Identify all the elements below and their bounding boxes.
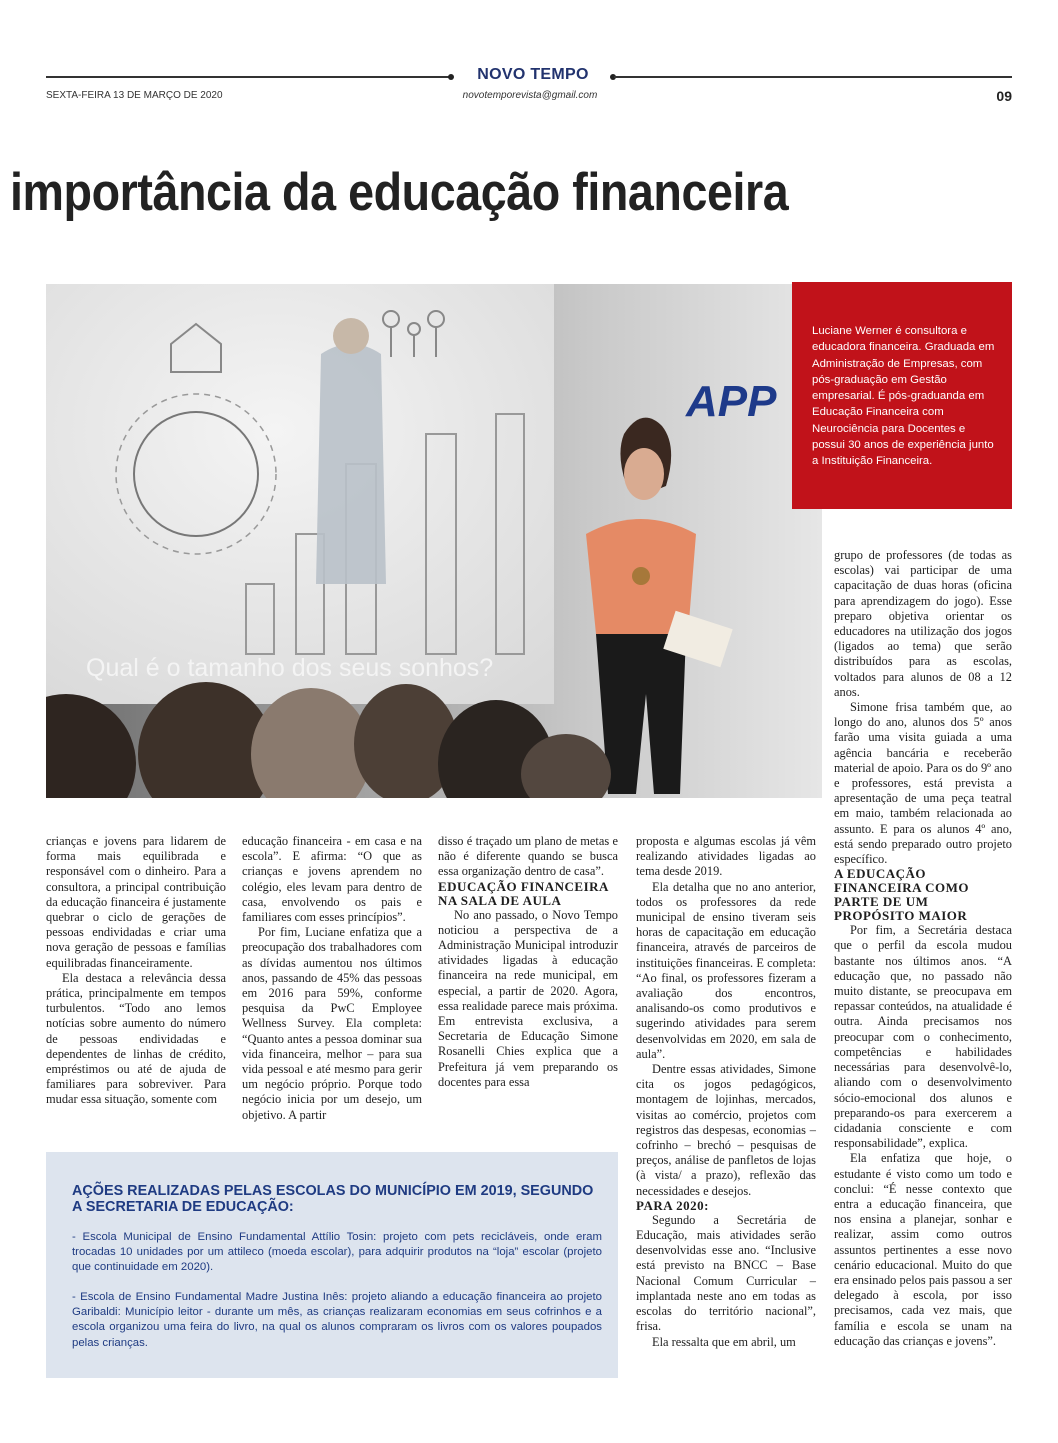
paragraph: Ela enfatiza que hoje, o estudante é visto como um todo e conclui: “É nesse contexto que entra a educação financeira, que nos ensina a planejar, sonhar e realizar, assim como outros assuntos pertinentes a esse novo cenário educacional. Muito do que era ensinado pelos pais passou a ser delegado à escola, por isso precisamos, cada vez mais, que família e escola se unam na educação das crianças e jovens”. <box>834 1151 1012 1348</box>
action-item: - Escola de Ensino Fundamental Madre Justina Inês: projeto aliando a educação financeira ao projeto Garibaldi: Município leitor - durante um mês, as crianças realizaram economias em seus cofrinhos e a escola organizou uma feira do livro, na qual os alunos compraram os livros com os valores poupados pelas crianças. <box>72 1291 602 1349</box>
column-2 <box>242 834 422 1123</box>
subhead-sala-de-aula: EDUCAÇÃO FINANCEIRA NA SALA DE AULA <box>438 878 609 908</box>
paragraph: No ano passado, o Novo Tempo noticiou a perspectiva de a Administração Municipal introduzir atividades ligadas à educação financeira na rede municipal, em especial, a partir de 2020. Agora, essa realidade parece mais próxima. Em entrevista exclusiva, a Secretaria de Educação Simone Rosanelli Chies explica que a Prefeitura já vem preparando os docentes para essa <box>438 907 618 1089</box>
column-5 <box>834 548 1012 1349</box>
paragraph: Simone frisa também que, ao longo do ano, alunos dos 5º anos farão uma visita guiada a uma agência bancária e receberão material de apoio. Para os do 9º ano e professores, está prevista a apresentação de uma peça teatral em maio, também relacionada ao assunto. E para os alunos 4º ano, está sendo preparado outro projeto específico. <box>834 700 1012 867</box>
bio-text: Luciane Werner é consultora e educadora financeira. Graduada em Administração de Empresas, com pós-graduação em Gestão empresarial. É pós-graduanda em Educação Financeira com Neurociência para Docentes e possui 30 anos de experiência junto a Instituição Financeira. <box>812 325 995 468</box>
subhead-para-2020: PARA 2020: <box>636 1197 710 1213</box>
contact-email: novotemporevista@gmail.com <box>462 90 598 101</box>
paragraph: grupo de professores (de todas as escolas) vai participar de uma capacitação de duas horas (oficina para aprendizagem do jogo). Esse preparo objetiva orientar os educadores na utilização dos jogos (ligados ao tema) que serão distribuídos para as escolas, voltados para alunos de 08 a 12 anos. <box>834 548 1012 699</box>
header-rule-right <box>614 76 1012 78</box>
actions-box-title: AÇÕES REALIZADAS PELAS ESCOLAS DO MUNICÍPIO EM 2019, SEGUNDO A SECRETARIA DE EDUCAÇÃO: <box>72 1183 594 1215</box>
man-on-screen <box>316 344 386 584</box>
article-photo <box>46 284 822 798</box>
header-dot-left <box>448 74 454 80</box>
issue-date: SEXTA-FEIRA 13 DE MARÇO DE 2020 <box>46 90 223 101</box>
paragraph: Ela ressalta que em abril, um <box>652 1334 796 1349</box>
paragraph: Ela destaca a relevância dessa prática, principalmente em tempos turbulentos. “Todo ano lemos notícias sobre aumento do número de pessoas endividadas e dependentes de linhas de crédito, empréstimos ou até de ajuda de familiares para sobreviver. Para mudar essa situação, somente com <box>46 970 226 1107</box>
paragraph: Segundo a Secretária de Educação, mais atividades serão desenvolvidas esse ano. “Inclusive está previsto na BNCC – Base Nacional Comum Curricular – implantada neste ano em todas as escolas do território nacional”, frisa. <box>636 1212 816 1334</box>
screen-caption: Qual é o tamanho dos seus sonhos? <box>86 654 494 682</box>
paragraph: Por fim, Luciane enfatiza que a preocupação dos trabalhadores com as dívidas aumentou nos últimos anos, passando de 45% das pessoas em 2016 para 59%, conforme pesquisa da PwC Employee Wellness Survey. Ela completa: “Quanto antes a pessoa dominar sua vida financeira, melhor – para sua vida pessoal e até mesmo para gerir um negócio próprio. Porque todo negócio inicia por um desejo, um objetivo. A partir <box>242 925 422 1122</box>
paragraph: crianças e jovens para lidarem de forma mais equilibrada e responsável com o dinheiro. Para a consultora, a principal contribuição da educação financeira é justamente quebrar o ciclo de gerações de pessoas endividadas e criar uma nova geração de pessoas e famílias equilibradas financeiramente. <box>46 834 226 970</box>
projection-screen <box>46 284 554 704</box>
paragraph: Ela detalha que no ano anterior, todos os professores da rede municipal de ensino tiveram seis horas de capacitação em educação financeira, através de parceiros de instituições financeiras. E completa: “Ao final, os professores fizeram a avaliação dos encontros, analisando-os como produtivos e sugerindo atividades para serem desenvolvidas em 2020, em sala de aula”. <box>636 879 816 1061</box>
paragraph: Por fim, a Secretária destaca que o perfil da escola mudou bastante nos últimos anos. “A educação que, no passado não muito distante, se preocupava em repassar conteúdos, na atualidade é outra. Ainda precisamos nos preocupar com o conhecimento, competências e habilidades necessárias para desenvolvê-lo, aliando com o desenvolvimento sócio-emocional dos alunos e preparando-os para exercerem a cidadania consciente e com responsabilidade”, explica. <box>834 923 1012 1151</box>
paragraph: proposta e algumas escolas já vêm realizando atividades ligadas ao tema desde 2019. <box>636 834 816 879</box>
masthead: NOVO TEMPO <box>477 66 589 83</box>
photo-illustration <box>46 284 822 798</box>
column-4 <box>636 834 816 1350</box>
paragraph: Dentre essas atividades, Simone cita os jogos pedagógicos, montagem de lojinhas, mercados, visitas ao comércio, projetos com registros das despesas, economias – cofrinho – brechó – pesquisas de preços, análise de panfletos de lojas (à vista/ a prazo), reflexão das necessidades e desejos. <box>636 1062 816 1198</box>
paragraph: disso é traçado um plano de metas e não é diferente quando se busca essa organização dentro de casa”. <box>438 834 618 879</box>
column-1 <box>46 834 226 1108</box>
column-3 <box>438 834 618 1090</box>
header-rule-left <box>46 76 452 78</box>
headline: importância da educação financeira <box>10 163 789 222</box>
action-item: - Escola Municipal de Ensino Fundamental Attílio Tosin: projeto com pets recicláveis, onde eram trocadas 10 unidades por um attileco (moeda escolar), para adquirir produtos na “loja” escolar (projeto que continuidade em 2020). <box>72 1231 602 1274</box>
subhead-proposito-maior: A EDUCAÇÃO FINANCEIRA COMO PARTE DE UM PROPÓSITO MAIOR <box>834 866 969 924</box>
paragraph: educação financeira - em casa e na escola”. E afirma: “O que as crianças e jovens aprendem no colégio, eles levam para dentro de casa, envolvendo os pais e familiares com esses princípios”. <box>242 834 422 925</box>
logo-text: APP <box>686 377 777 426</box>
page-number: 09 <box>996 88 1012 104</box>
